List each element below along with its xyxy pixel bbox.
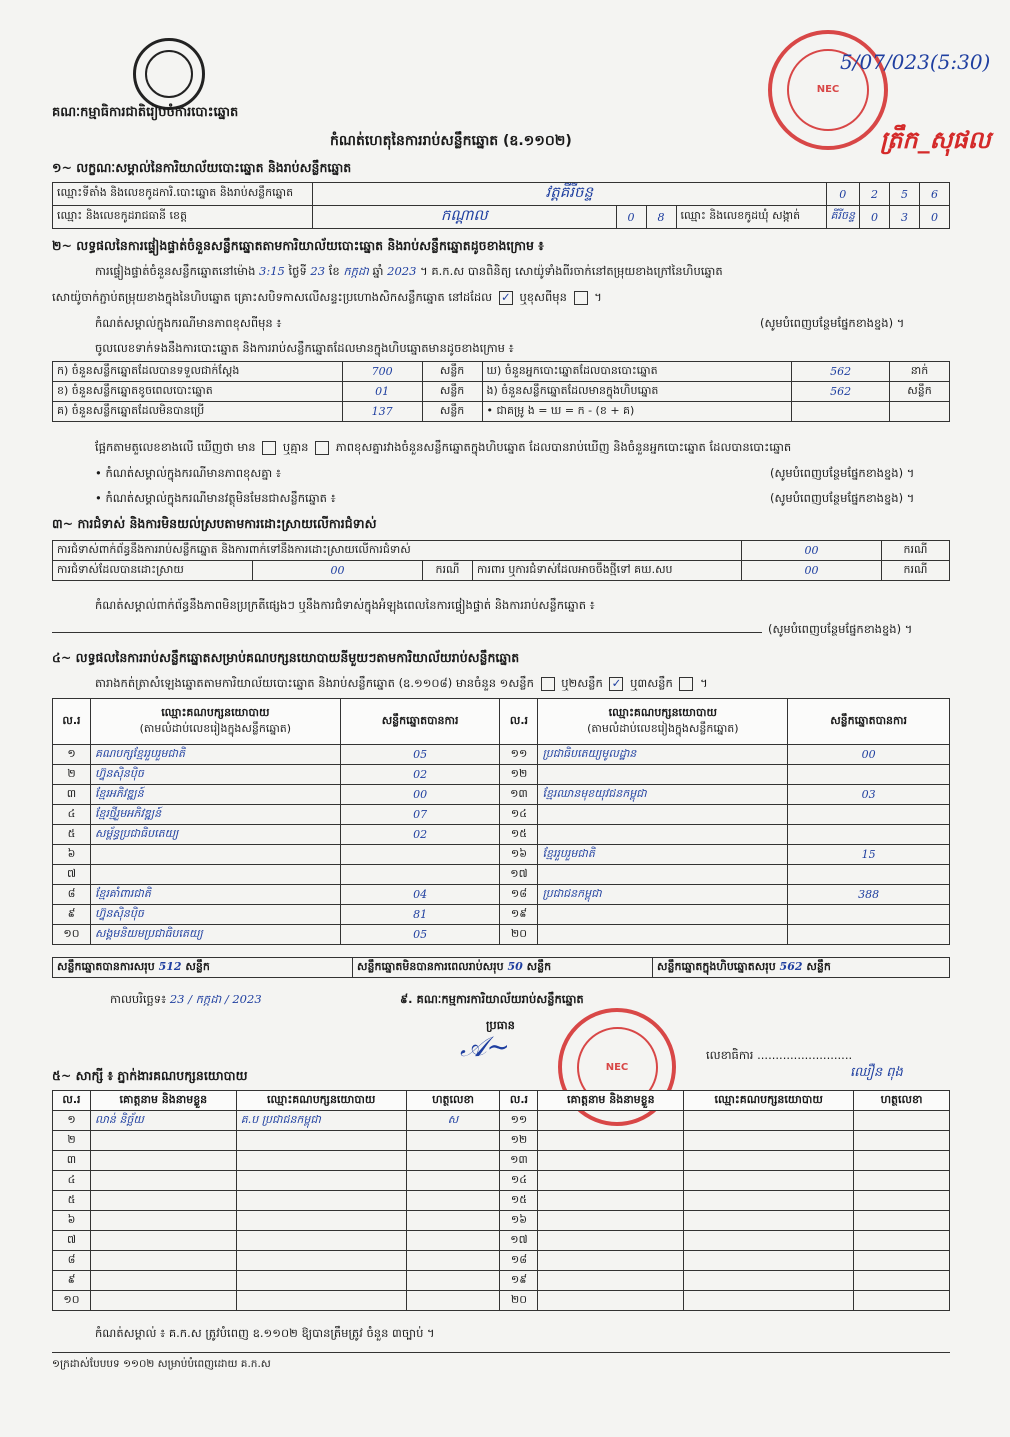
party-name: ប្រជាធិបតេយ្យមូលដ្ឋាន [538, 745, 788, 765]
secretary-signature-name: ឈឿន ពុង [850, 1065, 903, 1080]
verification-time-label: ការផ្ទៀងផ្ទាត់ចំនួនសន្លឹកឆ្នោតនៅម៉ោង [95, 264, 256, 278]
location-table [52, 182, 950, 229]
witness-row [53, 1191, 950, 1211]
compare-tail: ភាពខុសគ្នារវាងចំនួនសន្លឹកឆ្នោតក្នុងហិបឆ្នោត ដែលបានរាប់ឃើញ និងចំនួនអ្នកបោះឆ្នោត ដែលបានបោះឆ្នោត [335, 440, 792, 454]
witness-row [53, 1231, 950, 1251]
party-name: សម្ព័ន្ធប្រជាធិបតេយ្យ [90, 825, 340, 845]
witness-party [236, 1131, 406, 1151]
witness-name [538, 1251, 684, 1271]
party-votes [340, 845, 500, 865]
witness-row [53, 1251, 950, 1271]
party-votes: 02 [340, 825, 500, 845]
party-result-row [53, 805, 950, 825]
bullet-difference: • កំណត់សម្គាល់ក្នុងករណីមានភាពខុសគ្នា ៖ [95, 466, 281, 480]
row-number: ១ [53, 1111, 91, 1131]
row-number: ១៦ [500, 1211, 538, 1231]
resolved-label: ការជំទាស់ដែលបានដោះស្រាយ [53, 561, 253, 581]
witness-signature [854, 1151, 950, 1171]
location-code-digit: 5 [890, 183, 920, 206]
committee-seal-stamp-icon: NEC [558, 1008, 676, 1126]
witness-party [684, 1231, 854, 1251]
count-unit: សន្លឹក [422, 382, 482, 402]
witness-party [236, 1211, 406, 1231]
party-votes [788, 865, 950, 885]
row-number: ១៩ [500, 1271, 538, 1291]
witness-signature [854, 1191, 950, 1211]
count-label: ឃ) ចំនួនអ្នកបោះឆ្នោតដែលបានបោះឆ្នោត [482, 362, 792, 382]
witness-party [236, 1271, 406, 1291]
party-name: ហ្វ៊ុនស៊ិនប៉ិច [90, 765, 340, 785]
row-number: ៩ [53, 1271, 91, 1291]
party-name: ខ្មែរឈានមុខយុវជនកម្ពុជា [538, 785, 788, 805]
count-unit: សន្លឹក [422, 362, 482, 382]
witness-row [53, 1131, 950, 1151]
party-votes: 03 [788, 785, 950, 805]
escalated-count: 00 [742, 561, 882, 581]
fill-hint: (សូមបំពេញបន្ថែមផ្នែកខាងខ្នង) ។ [768, 622, 913, 636]
row-number: ១៧ [500, 1231, 538, 1251]
tally-sheet-text: តារាងកត់ត្រាសំឡេងឆ្នោតតាមការិយាល័យបោះឆ្នោត និងរាប់សន្លឹកឆ្នោត (ឧ.១១០៨) មានចំនួន ១សន្លឹក [95, 676, 534, 690]
party-name [90, 845, 340, 865]
witness-name [90, 1191, 236, 1211]
count-label: ក) ចំនួនសន្លឹកឆ្នោតដែលបានទទួលជាក់ស្ដែង [53, 362, 343, 382]
party-votes: 04 [340, 885, 500, 905]
witness-signature [854, 1171, 950, 1191]
table-intro: ចូលលេខទាក់ទងនឹងការបោះឆ្នោត និងការរាប់សន្លឹកឆ្នោតដែលមានក្នុងហិបឆ្នោតមានដូចខាងក្រោម ៖ [95, 341, 514, 355]
witness-name [538, 1111, 684, 1131]
footer-note: កំណត់សម្គាល់ ៖ គ.ក.ស ត្រូវបំពេញ ឧ.១១០២ ឱ្យបានត្រឹមត្រូវ ចំនួន ៣ច្បាប់ ។ [95, 1326, 435, 1340]
total-in-box: សន្លឹកឆ្នោតក្នុងហិបឆ្នោតសរុប 562 សន្លឹក [653, 958, 950, 978]
col-party: ឈ្មោះគណបក្សនយោបាយ [684, 1091, 854, 1111]
witness-party [236, 1291, 406, 1311]
compare-text: ផ្អែកតាមតួលេខខាងលើ ឃើញថា មាន [95, 440, 256, 454]
year-label: ឆ្នាំ [372, 264, 384, 278]
row-number: ៤ [53, 1171, 91, 1191]
witness-signature [854, 1251, 950, 1271]
count-label: គ) ចំនួនសន្លឹកឆ្នោតដែលមិនបានប្រើ [53, 402, 343, 422]
count-value: 01 [342, 382, 422, 402]
section4-title: ៤~ លទ្ធផលនៃការរាប់សន្លឹកឆ្នោតសម្រាប់គណបក្សនយោបាយនីមួយៗតាមការិយាល័យរាប់សន្លឹកឆ្នោត [52, 650, 520, 665]
count-value [792, 402, 890, 422]
day-label: ថ្ងៃទី [288, 264, 307, 278]
difference-yes-checkbox[interactable] [262, 441, 276, 455]
verification-line [95, 264, 723, 281]
party-name [538, 925, 788, 945]
difference-note-label: កំណត់សម្គាល់ក្នុងករណីមានភាពខុសពីមុន ៖ [95, 316, 282, 330]
col-sign: ហត្ថលេខា [854, 1091, 950, 1111]
row-number: ១៣ [500, 1151, 538, 1171]
row-number: ១៦ [500, 845, 538, 865]
witness-signature [854, 1111, 950, 1131]
witness-party: គ.ប ប្រជាជនកម្ពុជា [236, 1111, 406, 1131]
witness-party [684, 1111, 854, 1131]
location-name: វត្តគីរីចន្ទ [545, 183, 594, 201]
col-no: ល.រ [500, 1091, 538, 1111]
row-number: ១៩ [500, 905, 538, 925]
ballot-count-row [53, 362, 950, 382]
section1-title: ១~ លក្ខណៈសម្គាល់នៃការិយាល័យបោះឆ្នោត និងរាប់សន្លឹកឆ្នោត [52, 160, 352, 175]
witness-name [90, 1251, 236, 1271]
row-number: ៤ [53, 805, 91, 825]
witness-row [53, 1291, 950, 1311]
col-votes: សន្លឹកឆ្នោតបានការ [788, 699, 950, 745]
witness-signature [406, 1251, 500, 1271]
party-result-row [53, 765, 950, 785]
witness-name [538, 1131, 684, 1151]
verification-time: 3:15 [259, 264, 285, 278]
fill-hint: (សូមបំពេញបន្ថែមផ្នែកខាងខ្នង) ។ [770, 466, 915, 480]
party-name [538, 765, 788, 785]
section5-title: ៥~ សាក្សី ៖ ភ្នាក់ងារគណបក្សនយោបាយ [52, 1068, 248, 1083]
party-result-row [53, 785, 950, 805]
verification-day: 23 [310, 264, 326, 278]
total-valid: សន្លឹកឆ្នោតបានការសរុប 512 សន្លឹក [53, 958, 353, 978]
witness-signature [854, 1271, 950, 1291]
bullet-foreign-object: • កំណត់សម្គាល់ក្នុងករណីមានវត្ថុមិនមែនជាសន្លឹកឆ្នោត ៖ [95, 491, 336, 505]
party-votes: 05 [340, 925, 500, 945]
party-result-row [53, 925, 950, 945]
col-no: ល.រ [53, 1091, 91, 1111]
witness-signature [854, 1291, 950, 1311]
org-name: គណៈកម្មាធិការជាតិរៀបចំការបោះឆ្នោត [52, 105, 239, 120]
party-result-row [53, 905, 950, 925]
unchanged-checkbox[interactable]: ✓ [499, 291, 513, 305]
witness-party [236, 1191, 406, 1211]
col-no: ល.រ [500, 699, 538, 745]
row-number: ១៨ [500, 885, 538, 905]
party-name [538, 805, 788, 825]
witness-signature [406, 1211, 500, 1231]
seal-check-text: សោយ៉ូចាក់ភ្ជាប់តម្រុយខាងក្នុងនៃហិបឆ្នោត គ្រោះសបិទកាសលើសន្ទះប្រហោងសិកសន្លឹកឆ្នោត នៅដដែល [52, 290, 493, 304]
witness-signature [406, 1231, 500, 1251]
section3-title: ៣~ ការជំទាស់ និងការមិនយល់ស្របតាមការដោះស្រាយលើការជំទាស់ [52, 516, 377, 531]
count-value: 562 [792, 362, 890, 382]
stamp-handwritten-note: 5/07/023(5:30) [840, 50, 991, 74]
party-name [538, 865, 788, 885]
party-votes [340, 865, 500, 885]
witness-party [236, 1171, 406, 1191]
party-votes [788, 925, 950, 945]
party-name [90, 865, 340, 885]
nec-logo-icon [133, 38, 205, 110]
seal-check-line: សោយ៉ូចាក់ភ្ជាប់តម្រុយខាងក្នុងនៃហិបឆ្នោត គ្រោះសបិទកាសលើសន្ទះប្រហោងសិកសន្លឹកឆ្នោត នៅដដែល ✓ ឬខុសពីមុន ។ [52, 289, 602, 304]
witness-name [90, 1271, 236, 1291]
count-label: ង) ចំនួនសន្លឹកឆ្នោតដែលមានក្នុងហិបឆ្នោត [482, 382, 792, 402]
row-number: ១៥ [500, 825, 538, 845]
party-votes [788, 765, 950, 785]
witness-signature [854, 1231, 950, 1251]
witness-signature [406, 1171, 500, 1191]
row-number: ៣ [53, 785, 91, 805]
commune-name: គីរីចន្ទ [826, 206, 859, 229]
witness-name [90, 1231, 236, 1251]
row-number: ២០ [500, 1291, 538, 1311]
party-name: ខ្មែរគាំពារជាតិ [90, 885, 340, 905]
witness-name [90, 1171, 236, 1191]
objections-table [52, 540, 950, 581]
witness-signature [406, 1271, 500, 1291]
witness-party [236, 1251, 406, 1271]
form-title: កំណត់ហេតុនៃការរាប់សន្លឹកឆ្នោត (ឧ.១១០២) [330, 133, 572, 149]
party-name: ប្រជាជនកម្ពុជា [538, 885, 788, 905]
date-label: កាលបរិច្ឆេទ៖ [110, 992, 167, 1006]
row-number: ១៣ [500, 785, 538, 805]
commune-code-digit: 0 [860, 206, 890, 229]
witness-row [53, 1151, 950, 1171]
count-label: • ជាគម្រូ ង = ឃ = ក - (ខ + គ) [482, 402, 792, 422]
party-name: ខ្មែរថ្មីរួមអភិវឌ្ឍន៍ [90, 805, 340, 825]
party-name: គណបក្សខ្មែររួបរួមជាតិ [90, 745, 340, 765]
witness-party [684, 1171, 854, 1191]
col-name: គោត្តនាម និងនាមខ្លួន [538, 1091, 684, 1111]
party-result-row [53, 845, 950, 865]
col-votes: សន្លឹកឆ្នោតបានការ [340, 699, 500, 745]
compare-option: ឬគ្មាន [282, 440, 309, 454]
fill-hint: (សូមបំពេញបន្ថែមផ្នែកខាងខ្នង) ។ [770, 491, 915, 505]
col-party: ឈ្មោះគណបក្សនយោបាយ (តាមលំដាប់លេខរៀងក្នុងសន្លឹកឆ្នោត) [538, 699, 788, 745]
party-votes: 81 [340, 905, 500, 925]
row-number: ៨ [53, 885, 91, 905]
row-number: ១៧ [500, 865, 538, 885]
changed-option-label: ឬខុសពីមុន [519, 290, 567, 304]
unit-label: ករណី [882, 561, 950, 581]
party-votes: 02 [340, 765, 500, 785]
witness-party [684, 1271, 854, 1291]
province-name: កណ្ដាល [440, 206, 488, 224]
difference-no-checkbox[interactable] [315, 441, 329, 455]
province-label: ឈ្មោះ និងលេខកូដរាជធានី ខេត្ត [53, 206, 313, 229]
verification-tail: ។ គ.ក.ស បានពិនិត្យ សោយ៉ូទាំងពីរចាក់នៅតម្រុយខាងក្រៅនៃហិបឆ្នោត [420, 264, 723, 278]
row-number: ៦ [53, 845, 91, 865]
row-number: ៧ [53, 865, 91, 885]
witness-party [684, 1151, 854, 1171]
party-result-row [53, 865, 950, 885]
date-value: 23 / កក្កដា / 2023 [169, 992, 262, 1006]
two-sheet-label: ឬ២សន្លឹក [561, 676, 603, 690]
three-sheet-label: ឬ៣សន្លឹក [630, 676, 673, 690]
party-name: សង្គមនិយមប្រជាធិបតេយ្យ [90, 925, 340, 945]
location-code-digit: 2 [860, 183, 890, 206]
witness-name [538, 1271, 684, 1291]
commune-label: ឈ្មោះ និងលេខកូដឃុំ សង្កាត់ [676, 206, 826, 229]
witness-party [684, 1191, 854, 1211]
location-code-digit: 0 [826, 183, 859, 206]
unit-label: ករណី [882, 541, 950, 561]
party-votes [788, 805, 950, 825]
ballot-count-row [53, 402, 950, 422]
witness-table [52, 1090, 950, 1311]
witness-name [538, 1191, 684, 1211]
count-value: 137 [342, 402, 422, 422]
row-number: ១៨ [500, 1251, 538, 1271]
objection-count-label: ការជំទាស់ពាក់ព័ន្ធនឹងការរាប់សន្លឹកឆ្នោត និងការពាក់ទៅនឹងការដោះស្រាយលើការជំទាស់ [53, 541, 742, 561]
unit-label: ករណី [423, 561, 473, 581]
witness-party [236, 1231, 406, 1251]
count-unit: សន្លឹក [422, 402, 482, 422]
witness-row [53, 1171, 950, 1191]
row-number: ១៤ [500, 805, 538, 825]
party-result-row [53, 885, 950, 905]
witness-name [538, 1211, 684, 1231]
fill-line [52, 632, 762, 633]
row-number: ១០ [53, 1291, 91, 1311]
row-number: ២ [53, 1131, 91, 1151]
col-no: ល.រ [53, 699, 91, 745]
total-invalid-value: 50 [507, 959, 523, 973]
count-unit [890, 402, 950, 422]
committee-title: ៩. គណៈកម្មការការិយាល័យរាប់សន្លឹកឆ្នោត [400, 992, 584, 1006]
chair-signature: 𝒜~ [460, 1030, 510, 1063]
witness-party [684, 1131, 854, 1151]
verification-month: កក្កដា [343, 264, 369, 278]
row-number: ១២ [500, 1131, 538, 1151]
escalated-label: ការពារ ឬការជំទាស់ដែលអាចចឹងថ្មីទៅ គឃ.សប [473, 561, 742, 581]
party-votes [788, 825, 950, 845]
witness-signature [406, 1131, 500, 1151]
party-result-row [53, 745, 950, 765]
total-in-box-value: 562 [779, 959, 803, 973]
official-seal-stamp-icon: NEC [768, 30, 888, 150]
witness-party [236, 1151, 406, 1171]
row-number: ៩ [53, 905, 91, 925]
compare-line [95, 440, 791, 457]
row-number: ១១ [500, 745, 538, 765]
party-name: ខ្មែរអភិវឌ្ឍន៍ [90, 785, 340, 805]
row-number: ១ [53, 745, 91, 765]
party-votes: 05 [340, 745, 500, 765]
party-votes: 388 [788, 885, 950, 905]
party-result-row [53, 825, 950, 845]
stamp-name: ត្រឹក_សុផល [880, 125, 991, 154]
row-number: ៧ [53, 1231, 91, 1251]
witness-name [90, 1211, 236, 1231]
row-number: ១៤ [500, 1171, 538, 1191]
secretary-label: លេខាធិការ .......................... [706, 1048, 853, 1062]
col-party: ឈ្មោះគណបក្សនយោបាយ [236, 1091, 406, 1111]
col-sign: ហត្ថលេខា [406, 1091, 500, 1111]
party-name [538, 905, 788, 925]
objection-count: 00 [742, 541, 882, 561]
witness-signature [854, 1211, 950, 1231]
col-name: គោត្តនាម និងនាមខ្លួន [90, 1091, 236, 1111]
totals-table [52, 957, 950, 978]
fill-hint: (សូមបំពេញបន្ថែមផ្នែកខាងខ្នង) ។ [760, 316, 905, 330]
row-number: ១៥ [500, 1191, 538, 1211]
objection-note: កំណត់សម្គាល់ពាក់ព័ន្ធនឹងភាពមិនប្រក្រតីផ្សេងៗ ឬនឹងការជំទាស់ក្នុងអំឡុងពេលនៃការផ្ទៀងផ្ទាត់ និងការរាប់សន្លឹកឆ្នោត ៖ [95, 598, 595, 612]
row-number: ២ [53, 765, 91, 785]
party-votes: 00 [788, 745, 950, 765]
witness-name: លាន់ និច្ឆ័យ [90, 1111, 236, 1131]
party-name: ហ្វ៊ុនស៊ិនប៉ិច [90, 905, 340, 925]
row-number: ១០ [53, 925, 91, 945]
row-number: ៨ [53, 1251, 91, 1271]
party-votes: 07 [340, 805, 500, 825]
ballot-count-row [53, 382, 950, 402]
witness-row [53, 1271, 950, 1291]
province-code-digit: 8 [646, 206, 676, 229]
footer-rule [52, 1352, 950, 1353]
commune-code-digit: 3 [890, 206, 920, 229]
witness-name [538, 1151, 684, 1171]
count-label: ខ) ចំនួនសន្លឹកឆ្នោតខូចពេលបោះឆ្នោត [53, 382, 343, 402]
party-results-table [52, 698, 950, 945]
changed-checkbox[interactable] [574, 291, 588, 305]
month-label: ខែ [328, 264, 340, 278]
commune-code-digit: 0 [920, 206, 950, 229]
party-votes: 15 [788, 845, 950, 865]
witness-name [538, 1231, 684, 1251]
witness-signature [406, 1151, 500, 1171]
one-sheet-checkbox[interactable] [541, 677, 555, 691]
verification-year: 2023 [387, 264, 417, 278]
section2-title: ២~ លទ្ធផលនៃការផ្ទៀងផ្ទាត់ចំនួនសន្លឹកឆ្នោតតាមការិយាល័យបោះឆ្នោត និងរាប់សន្លឹកឆ្នោតដូចខាងក្រោម ៖ [52, 238, 544, 253]
three-sheet-checkbox[interactable] [679, 677, 693, 691]
count-unit: នាក់ [890, 362, 950, 382]
witness-party [684, 1211, 854, 1231]
date-line [110, 992, 262, 1009]
total-invalid: សន្លឹកឆ្នោតមិនបានការពេលរាប់សរុប 50 សន្លឹក [353, 958, 653, 978]
witness-row [53, 1111, 950, 1131]
party-votes: 00 [340, 785, 500, 805]
row-number: ៣ [53, 1151, 91, 1171]
col-party: ឈ្មោះគណបក្សនយោបាយ (តាមលំដាប់លេខរៀងក្នុងសន្លឹកឆ្នោត) [90, 699, 340, 745]
row-number: ១២ [500, 765, 538, 785]
party-name [538, 825, 788, 845]
witness-name [90, 1151, 236, 1171]
witness-party [684, 1291, 854, 1311]
province-code-digit: 0 [616, 206, 646, 229]
count-value: 562 [792, 382, 890, 402]
row-number: ៥ [53, 1191, 91, 1211]
count-unit: សន្លឹក [890, 382, 950, 402]
witness-name [538, 1171, 684, 1191]
party-name: ខ្មែររួបរួមជាតិ [538, 845, 788, 865]
witness-name [538, 1291, 684, 1311]
resolved-count: 00 [253, 561, 423, 581]
row-number: ១១ [500, 1111, 538, 1131]
chair-label: ប្រធាន [486, 1018, 515, 1032]
two-sheet-checkbox[interactable]: ✓ [609, 677, 623, 691]
witness-party [684, 1251, 854, 1271]
witness-name [90, 1291, 236, 1311]
party-votes [788, 905, 950, 925]
footer-caption: ១ក្រដាស់បែបបទ ១១០២ សម្រាប់បំពេញដោយ គ.ក.ស [52, 1358, 271, 1370]
witness-signature: ស [406, 1111, 500, 1131]
count-value: 700 [342, 362, 422, 382]
witness-name [90, 1131, 236, 1151]
location-label: ឈ្មោះទីតាំង និងលេខកូដការិ.បោះឆ្នោត និងរាប់សន្លឹកឆ្នោត [53, 183, 313, 206]
ballot-count-table [52, 361, 950, 422]
witness-row [53, 1211, 950, 1231]
row-number: ២០ [500, 925, 538, 945]
witness-signature [406, 1191, 500, 1211]
witness-signature [406, 1291, 500, 1311]
row-number: ៦ [53, 1211, 91, 1231]
tally-sheet-line: តារាងកត់ត្រាសំឡេងឆ្នោតតាមការិយាល័យបោះឆ្នោត និងរាប់សន្លឹកឆ្នោត (ឧ.១១០៨) មានចំនួន ១សន្លឹក ឬ២សន្លឹក ✓ ឬ៣សន្លឹក ។ [95, 675, 708, 690]
row-number: ៥ [53, 825, 91, 845]
witness-signature [854, 1131, 950, 1151]
location-code-digit: 6 [920, 183, 950, 206]
total-valid-value: 512 [158, 959, 182, 973]
